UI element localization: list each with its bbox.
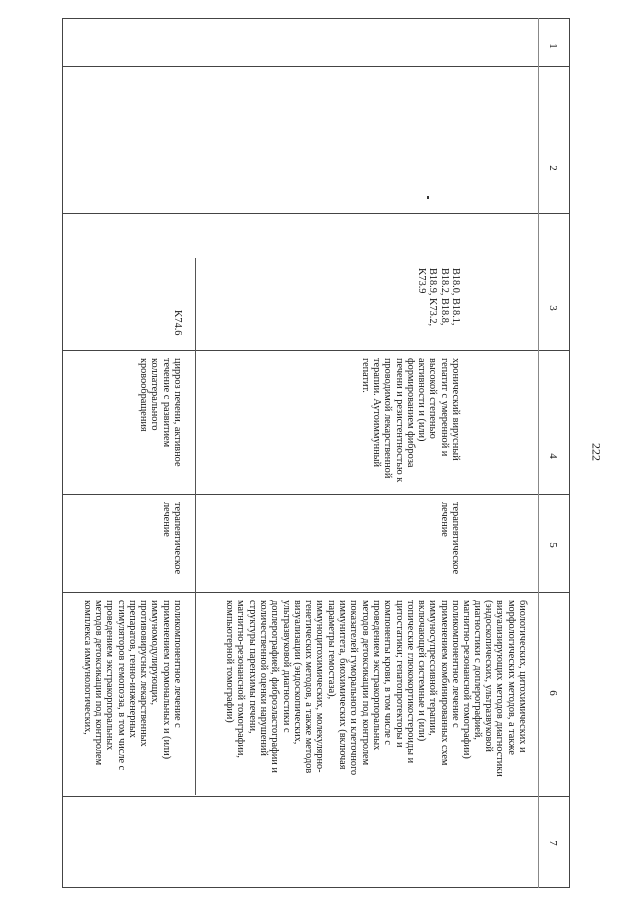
- column-header-1: 1: [547, 43, 559, 49]
- col-divider-2: [62, 213, 570, 214]
- column-header-3: 3: [547, 305, 559, 311]
- col-divider-1: [62, 66, 570, 67]
- codes-cell-hepatitis: B18.0, B18.1, B18.2, B18.8, B18.9, K73.2, K73.9: [416, 268, 461, 327]
- rotated-table: [62, 18, 570, 888]
- table-border-right: [569, 18, 570, 888]
- col-divider-6: [62, 796, 570, 797]
- treatment-type-cell-hepatitis: терапевтическое лечение: [438, 502, 461, 575]
- column-header-6: 6: [547, 690, 559, 696]
- page-number: 222: [589, 443, 604, 461]
- col-divider-4: [62, 494, 570, 495]
- table-border-bottom: [62, 887, 570, 888]
- table-border-left: [62, 18, 63, 888]
- row-separator-b: [195, 350, 196, 795]
- header-row-divider: [538, 18, 539, 888]
- codes-cell-cirrhosis: K74.6: [172, 310, 183, 336]
- column-header-4: 4: [547, 453, 559, 459]
- table-border-top: [62, 18, 570, 19]
- condition-cell-hepatitis: хронический вирусный гепатит с умеренной и высокой степенью активности и (или) формированием фиброза печени и резистентностью к проводимой лекарственной терапии. Аутоиммунный гепатит.: [359, 358, 461, 483]
- scan-artifact-mark: [427, 196, 429, 199]
- col-divider-3: [62, 350, 570, 351]
- method-cell-hepatitis: поликомпонентное лечение с применением комбинированных схем иммуносупрессивной терапии, включающей системные и (или) топические глюкокортикостероиды и цитостатики; гепатопротекторы и компоненты крови, в том числе с проведением экстракорпоральных методов детоксикации под контролем показателей гуморального и клеточного иммунитета, биохимических (включая параметры гемостаза), иммуноцитохимических, молекулярно- генетических методов, а также методов визуализации (эндоскопических, ультразвуковой диагностики с доплерографией, фиброэластографии и количественной оценки нарушений структуры паренхимы печени, магнитно-резонансной томографии, компьютерной томографии): [224, 600, 461, 776]
- method-cell-cirrhosis: поликомпонентное лечение с применением гормональных и (или) иммуномодулирующих, противовирусных лекарственных препаратов, генно-инженерных стимуляторов гемопоэза, в том числе с проведением экстракорпоральных методов детоксикации под контролем комплекса иммунологических,: [81, 600, 183, 771]
- column-header-5: 5: [547, 542, 559, 548]
- condition-cell-cirrhosis: цирроз печени, активное течение с развитием коллатерального кровообращения: [138, 358, 183, 467]
- row-separator-a: [195, 258, 196, 350]
- column-header-7: 7: [547, 840, 559, 846]
- treatment-type-cell-cirrhosis: терапевтическое лечение: [160, 502, 183, 575]
- column-header-2: 2: [547, 165, 559, 171]
- method-cell-continued: биологических, цитохимических и морфологических методов, а также визуализирующих методов диагностики (эндоскопических, ультразвуковой диагностики с доплерографией, магнитно-резонансной томографии): [460, 600, 528, 777]
- col-divider-5: [62, 592, 570, 593]
